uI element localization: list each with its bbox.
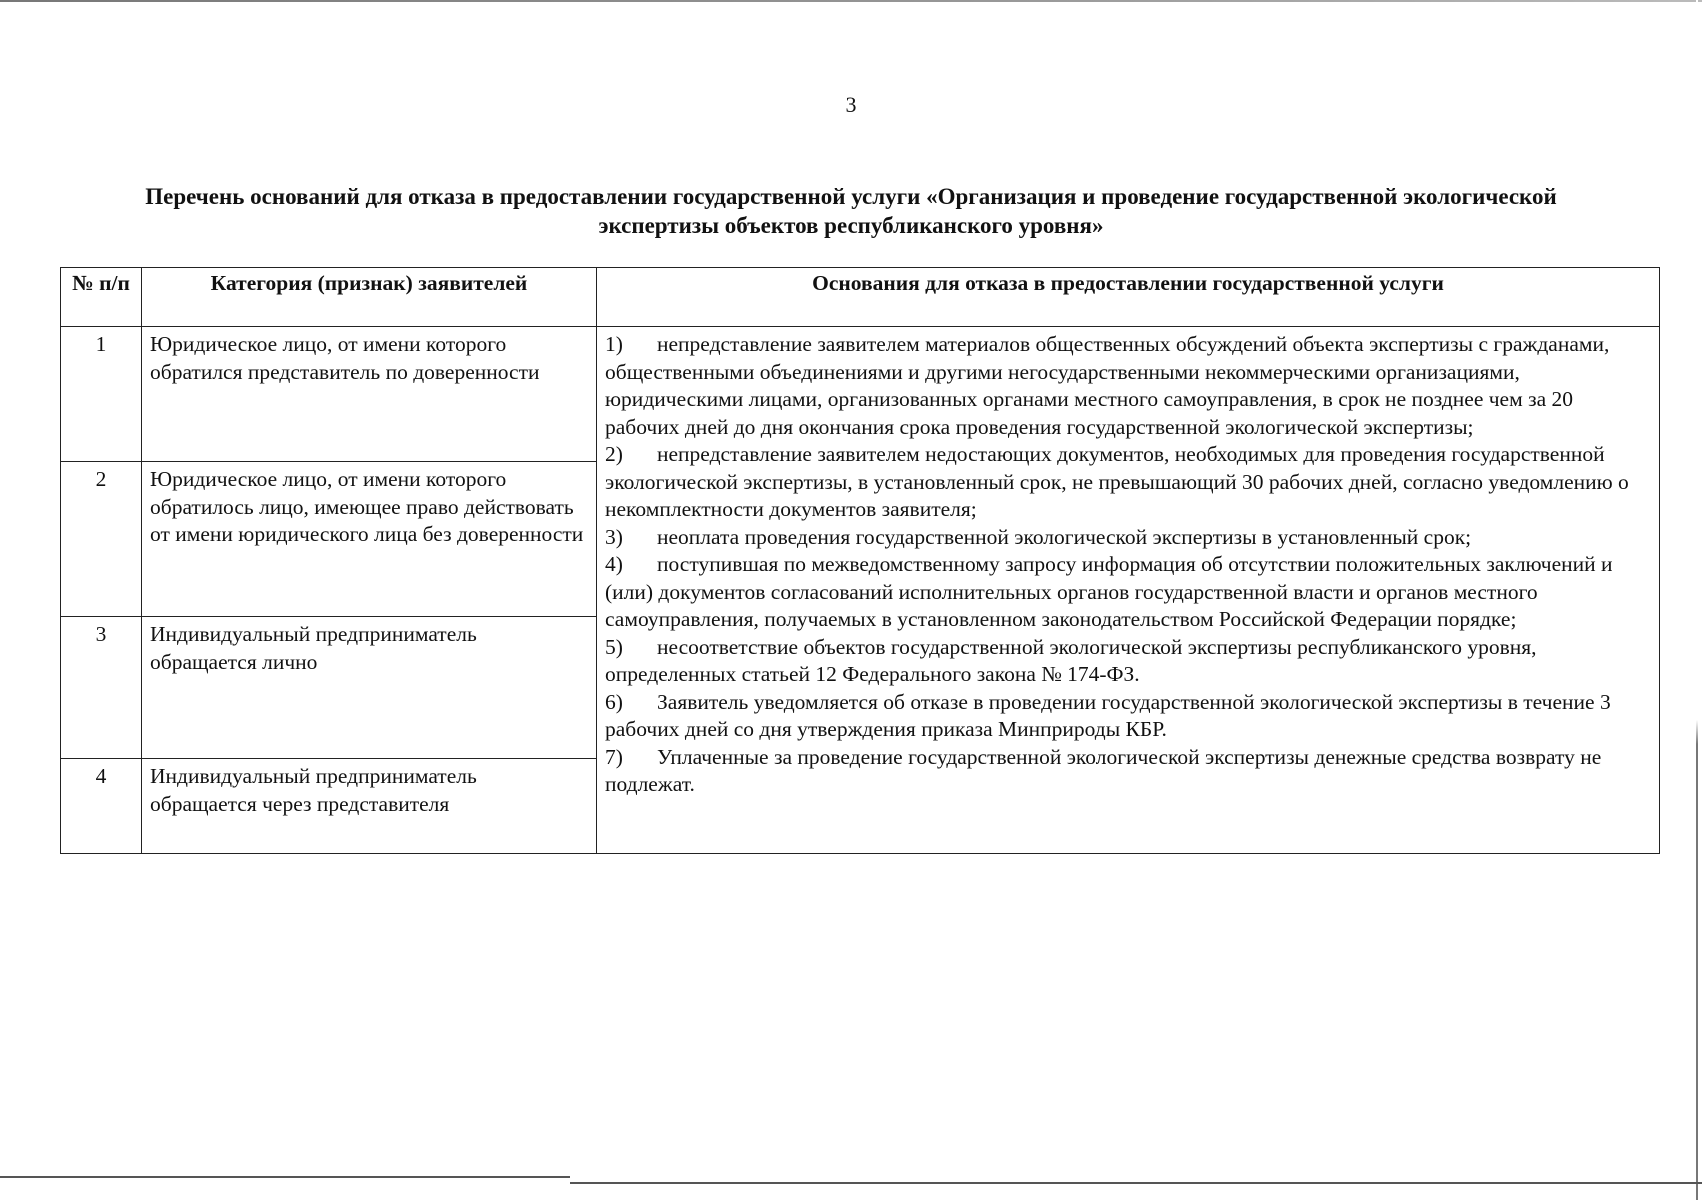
scan-edge-top	[0, 0, 1702, 2]
ground-item	[605, 524, 1651, 552]
scan-edge-right	[1696, 0, 1698, 1200]
ground-item	[605, 441, 1651, 524]
ground-number: 1)	[605, 332, 623, 356]
grounds-cell	[597, 327, 1660, 854]
ground-item	[605, 551, 1651, 634]
scan-edge-bottom-right	[570, 1182, 1702, 1184]
ground-item	[605, 744, 1651, 799]
row-category: Юридическое лицо, от имени которого обратился представитель по доверенности	[142, 327, 597, 462]
row-category: Индивидуальный предприниматель обращается лично	[142, 617, 597, 759]
scan-edge-bottom	[0, 1176, 1702, 1190]
ground-item	[605, 634, 1651, 689]
ground-text: непредставление заявителем недостающих документов, необходимых для проведения государственной экологической экспертизы, в установленный срок, не превышающий 30 рабочих дней, согласно уведомлению о некомплектности документов заявителя;	[605, 442, 1629, 521]
page-number: 3	[845, 92, 857, 117]
table-header-row	[61, 268, 1660, 327]
ground-number: 6)	[605, 689, 623, 714]
ground-text: поступившая по межведомственному запросу информация об отсутствии положительных заключений и (или) документов согласований исполнительных органов государственной власти и органов местного самоуправления, получаемых в установленном законодательством Российской Федерации порядке;	[605, 552, 1613, 631]
ground-number: 5)	[605, 634, 623, 659]
document-title: Перечень оснований для отказа в предоставлении государственной услуги «Организация и проведение государственной экологической экспертизы объектов республиканского уровня»	[145, 184, 1557, 238]
ground-number: 2)	[605, 442, 623, 466]
row-number: 1	[61, 327, 142, 462]
ground-text: несоответствие объектов государственной экологической экспертизы республиканского уровня, определенных статьей 12 Федерального закона № 174-ФЗ.	[605, 634, 1537, 686]
ground-text: неоплата проведения государственной экологической экспертизы в установленный срок;	[657, 524, 1472, 549]
refusal-grounds-table	[60, 267, 1660, 854]
row-number: 3	[61, 617, 142, 759]
table-row	[61, 327, 1660, 462]
header-grounds: Основания для отказа в предоставлении государственной услуги	[597, 268, 1660, 327]
ground-number: 4)	[605, 552, 623, 576]
row-category: Индивидуальный предприниматель обращается через представителя	[142, 759, 597, 854]
ground-text: непредставление заявителем материалов общественных обсуждений объекта экспертизы с гражданами, общественными объединениями и другими негосударственными некоммерческими организациями, юридическими лицами, организованных органами местного самоуправления, в срок не позднее чем за 20 рабочих дней до дня окончания срока проведения государственной экологической экспертизы;	[605, 332, 1610, 439]
row-number: 4	[61, 759, 142, 854]
ground-text: Уплаченные за проведение государственной экологической экспертизы денежные средства возврату не подлежат.	[605, 744, 1602, 796]
ground-number: 3)	[605, 524, 623, 549]
ground-item	[605, 689, 1651, 744]
ground-item	[605, 331, 1651, 441]
scan-edge-bottom-left	[0, 1176, 570, 1178]
header-category: Категория (признак) заявителей	[142, 268, 597, 327]
row-category: Юридическое лицо, от имени которого обратилось лицо, имеющее право действовать от имени юридического лица без доверенности	[142, 462, 597, 617]
ground-number: 7)	[605, 744, 623, 769]
header-number: № п/п	[61, 268, 142, 327]
ground-text: Заявитель уведомляется об отказе в проведении государственной экологической экспертизы в течение 3 рабочих дней со дня утверждения приказа Минприроды КБР.	[605, 689, 1611, 741]
row-number: 2	[61, 462, 142, 617]
